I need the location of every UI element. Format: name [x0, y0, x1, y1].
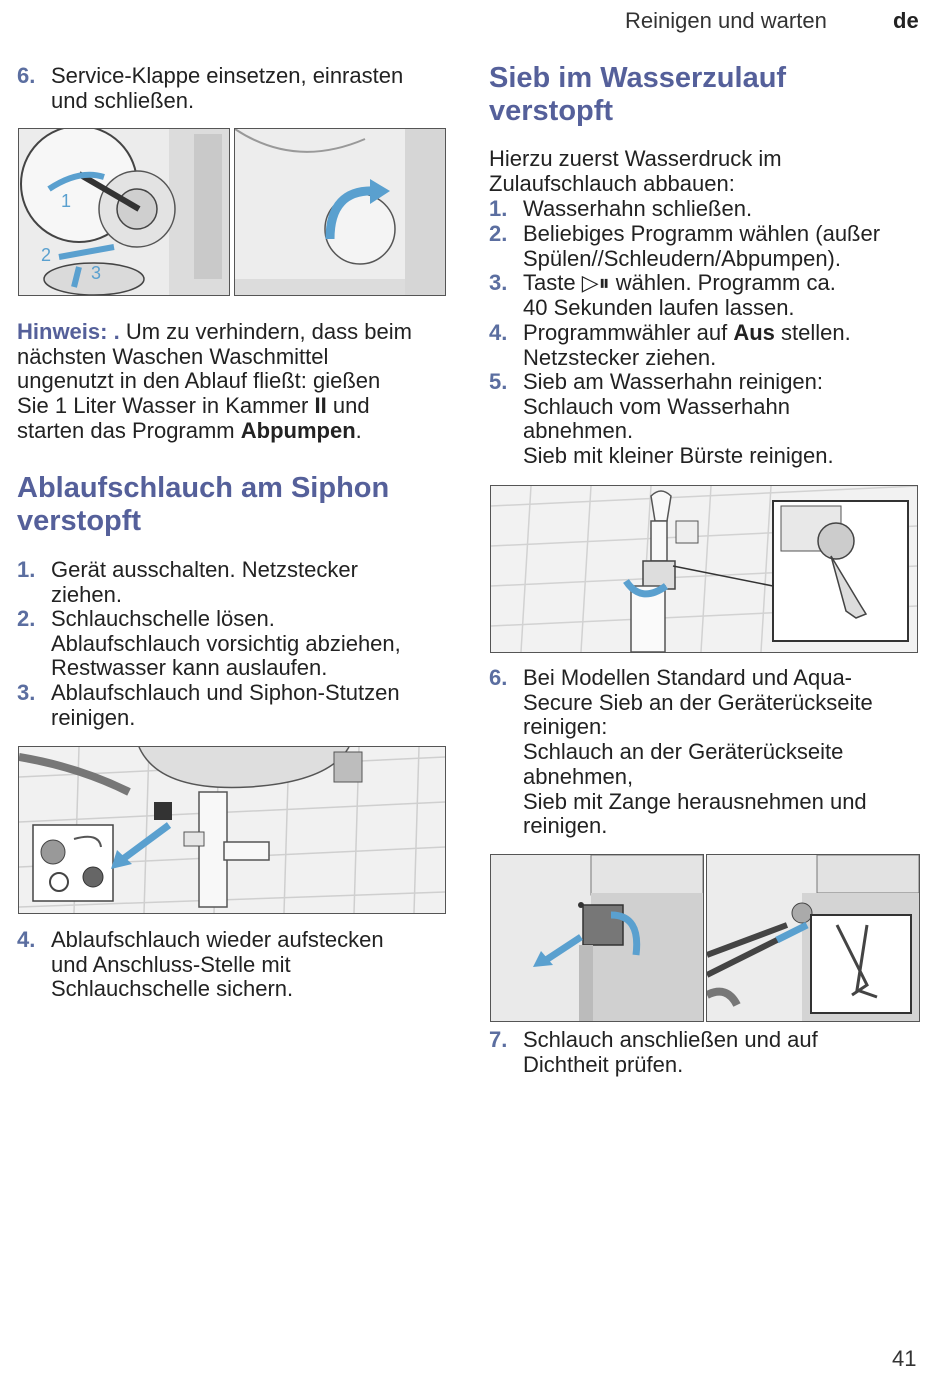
callout-3: 3	[91, 263, 102, 283]
step-text: Spülen//Schleudern/Abpumpen).	[523, 245, 841, 271]
intro-text: Zulaufschlauch abbauen:	[489, 170, 735, 196]
step-text: Ablaufschlauch vorsichtig abziehen,	[51, 630, 401, 656]
step-text	[523, 321, 851, 346]
heading-line: verstopft	[17, 505, 142, 537]
heading-line: verstopft	[489, 95, 614, 127]
hint-text: .	[355, 417, 362, 443]
step-text: Sieb mit kleiner Bürste reinigen.	[523, 443, 834, 469]
step-text: Dichtheit prüfen.	[523, 1051, 684, 1077]
step-text: Schlauch anschließen und auf	[523, 1027, 818, 1052]
step-number: 5.	[489, 369, 508, 394]
step-text: abnehmen,	[523, 763, 634, 789]
step-text: Wasserhahn schließen.	[523, 196, 753, 221]
step-text: Secure Sieb an der Geräterückseite	[523, 689, 873, 715]
step-number: 2.	[489, 221, 508, 246]
step-text: Schlauchschelle sichern.	[51, 976, 294, 1002]
siphon-illustration	[18, 746, 446, 914]
page-number: 41	[892, 1346, 917, 1371]
step-text: abnehmen.	[523, 418, 634, 444]
step-text-bold: Aus	[733, 320, 775, 345]
step-number: 7.	[489, 1027, 508, 1052]
header-section-title: Reinigen und warten	[625, 8, 827, 33]
step-text: Gerät ausschalten. Netzstecker	[51, 557, 358, 582]
step-number: 1.	[17, 557, 36, 582]
header-language: de	[893, 8, 919, 33]
faucet-filter-illustration	[490, 485, 918, 653]
step-text: Schlauchschelle lösen.	[51, 606, 275, 631]
step-text: und Anschluss-Stelle mit	[51, 951, 291, 977]
step-text: und schließen.	[51, 87, 195, 113]
rear-hose-illustration	[490, 854, 704, 1022]
step-number: 3.	[17, 680, 36, 705]
step-text: reinigen.	[51, 704, 136, 730]
hint-text: und	[326, 393, 370, 419]
hint-text: Sie 1 Liter Wasser in Kammer	[17, 393, 315, 419]
step-text: Taste ▷⏸ wählen. Programm ca.	[523, 270, 836, 295]
step-text: ziehen.	[51, 581, 122, 607]
hint-paragraph	[17, 320, 412, 444]
step-number: 2.	[17, 606, 36, 631]
step-text-part: Programmwähler auf	[523, 320, 734, 345]
step-text: Sieb mit Zange herausnehmen und	[523, 788, 867, 814]
hint-text: nächsten Waschen Waschmittel	[17, 343, 329, 369]
step-number: 4.	[489, 320, 508, 345]
step-text: Schlauch vom Wasserhahn	[523, 393, 790, 419]
callout-1: 1	[61, 191, 72, 211]
heading-line: Ablaufschlauch am Siphon	[17, 472, 390, 504]
section-heading-siphon	[17, 472, 389, 538]
step-number: 1.	[489, 196, 508, 221]
hint-text: ungenutzt in den Ablauf fließt: gießen	[17, 368, 381, 394]
step-text: Sieb am Wasserhahn reinigen:	[523, 369, 824, 394]
service-flap-illustration	[18, 128, 230, 296]
step-text: Ablaufschlauch und Siphon-Stutzen	[51, 680, 400, 705]
hint-chamber: II	[314, 393, 327, 419]
step-text: Restwasser kann auslaufen.	[51, 655, 328, 681]
callout-2: 2	[41, 245, 52, 265]
step-text: Beliebiges Programm wählen (außer	[523, 221, 881, 246]
hint-label: Hinweis: .	[17, 319, 120, 344]
step-number: 3.	[489, 270, 508, 295]
heading-line: Sieb im Wasserzulauf	[489, 62, 787, 94]
step-text: reinigen.	[523, 813, 608, 839]
intro-text: Hierzu zuerst Wasserdruck im	[489, 146, 782, 171]
step-text-part: stellen.	[774, 320, 851, 345]
step-text: Ablaufschlauch wieder aufstecken	[51, 927, 384, 952]
step-text: Service-Klappe einsetzen, einrasten	[51, 63, 404, 88]
step-text: Schlauch an der Geräterückseite	[523, 739, 844, 765]
hint-text: Um zu verhindern, dass beim	[125, 319, 412, 344]
step-text: Netzstecker ziehen.	[523, 344, 717, 370]
filter-pliers-illustration	[706, 854, 920, 1022]
hint-text: starten das Programm	[17, 417, 241, 443]
hint-program: Abpumpen	[240, 417, 356, 443]
step-text: reinigen:	[523, 714, 608, 740]
step-text: 40 Sekunden laufen lassen.	[523, 294, 795, 320]
step-number: 4.	[17, 927, 36, 952]
step-number: 6.	[489, 665, 508, 690]
step-number: 6.	[17, 63, 36, 88]
step-text: Bei Modellen Standard und Aqua-	[523, 665, 853, 690]
intro-paragraph	[489, 147, 782, 196]
flap-closing-illustration	[234, 128, 446, 296]
section-heading-inlet-filter	[489, 62, 786, 128]
